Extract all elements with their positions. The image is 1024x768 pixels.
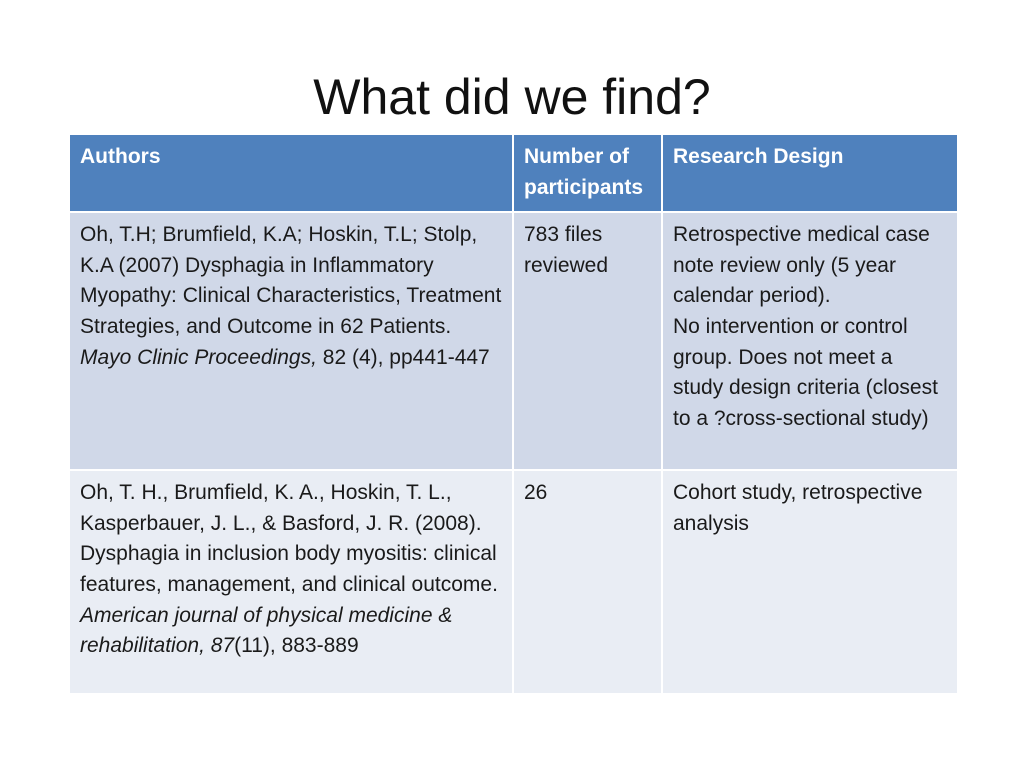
citation-text: Oh, T. H., Brumfield, K. A., Hoskin, T. L., Kasperbauer, J. L., & Basford, J. R. (2008). Dysphagia in inclusion body myositis: clinical features, management, and clinical outcome.: [80, 481, 498, 596]
header-authors: Authors: [69, 134, 513, 212]
cell-participants: 783 files reviewed: [513, 212, 662, 470]
citation-journal: Mayo Clinic Proceedings,: [80, 345, 317, 369]
cell-authors: [69, 470, 513, 694]
citation-journal: American journal of physical medicine & rehabilitation, 87: [80, 603, 453, 658]
cell-participants: 26: [513, 470, 662, 694]
design-line: Retrospective medical case note review only (5 year calendar period).: [673, 223, 930, 308]
table-header-row: [69, 134, 958, 212]
header-research-design: Research Design: [662, 134, 958, 212]
findings-table: [68, 133, 959, 695]
citation-text: Oh, T.H; Brumfield, K.A; Hoskin, T.L; Stolp, K.A (2007) Dysphagia in Inflammatory Myopathy: Clinical Characteristics, Treatment Strategies, and Outcome in 62 Patients.: [80, 223, 502, 338]
design-line: No intervention or control group. Does not meet a study design criteria (closest to a ?cross-sectional study): [673, 314, 938, 430]
header-number-of-participants: Number of participants: [513, 134, 662, 212]
cell-design: [662, 212, 958, 470]
slide-title: What did we find?: [313, 69, 711, 125]
citation-volume-pages: 82 (4), pp441-447: [316, 345, 490, 369]
citation-volume-pages: (11), 883-889: [234, 634, 359, 658]
cell-authors: [69, 212, 513, 470]
table-row: [69, 212, 958, 470]
design-line: Cohort study, retrospective analysis: [673, 481, 923, 535]
table-row: [69, 470, 958, 694]
cell-design: [662, 470, 958, 694]
findings-table-container: [68, 133, 957, 695]
